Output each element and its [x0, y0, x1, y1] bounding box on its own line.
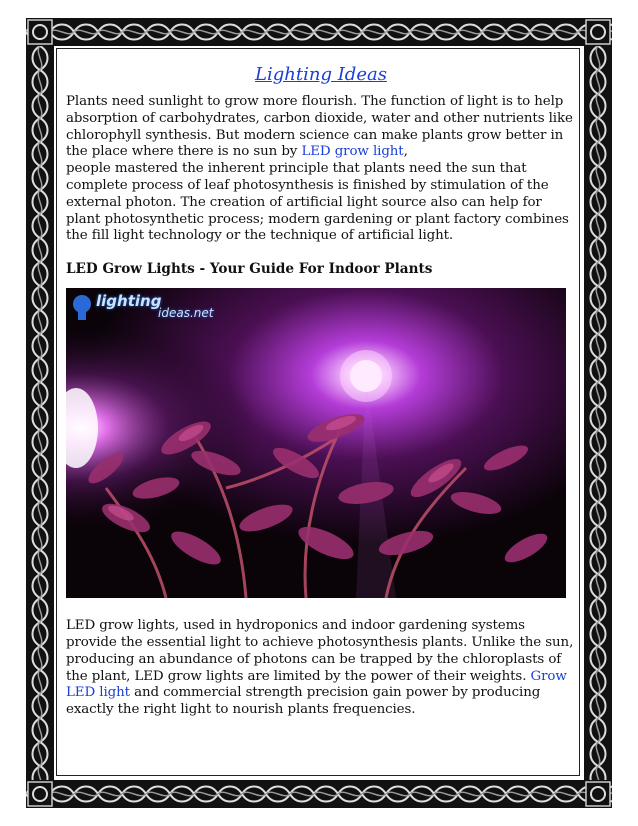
page-content	[66, 64, 576, 719]
intro-text-a: Plants need sunlight to grow more flourish. The function of light is to help absorption of carbohydrates, carbon dioxide, water and other nutrients like chlorophyll synthesis. But modern science can make plants grow better in the place where there is no sun by	[66, 94, 573, 160]
intro-paragraph	[66, 94, 576, 245]
logo-text-top: lighting	[96, 292, 162, 311]
border-top-ornament	[26, 18, 612, 46]
body-text-a: LED grow lights, used in hydroponics and indoor gardening systems provide the essential light to achieve photosynthesis plants. Unlike the sun, producing an abundance of photons can be trapped by the chloroplasts of the plant, LED grow lights are limited by the power of their weights.	[66, 618, 574, 684]
intro-text-c: people mastered the inherent principle that plants need the sun that complete process of leaf photosynthesis is finished by stimulation of the external photon. The creation of artificial light source also can help for plant photosynthetic process; modern gardening or plant factory combines the fill light technology or the technique of artificial light.	[66, 161, 569, 244]
border-left-ornament	[26, 46, 54, 780]
border-right-ornament	[584, 46, 612, 780]
body-paragraph	[66, 618, 576, 719]
led-grow-light-link[interactable]: LED grow light	[301, 144, 404, 160]
section-heading: LED Grow Lights - Your Guide For Indoor Plants	[66, 261, 433, 278]
grow-light-photo	[66, 288, 566, 598]
page-title[interactable]: Lighting Ideas	[255, 64, 387, 85]
grow-led-light-link[interactable]: Grow LED light	[66, 668, 567, 701]
grow-light-photo-art	[66, 288, 566, 598]
border-bottom-ornament	[26, 780, 612, 808]
intro-text-b: ,	[403, 144, 408, 160]
logo-text-bottom: ideas.net	[158, 306, 214, 321]
body-text-b: and commercial strength precision gain power by producing exactly the right light to nourish plants frequencies.	[66, 685, 541, 718]
